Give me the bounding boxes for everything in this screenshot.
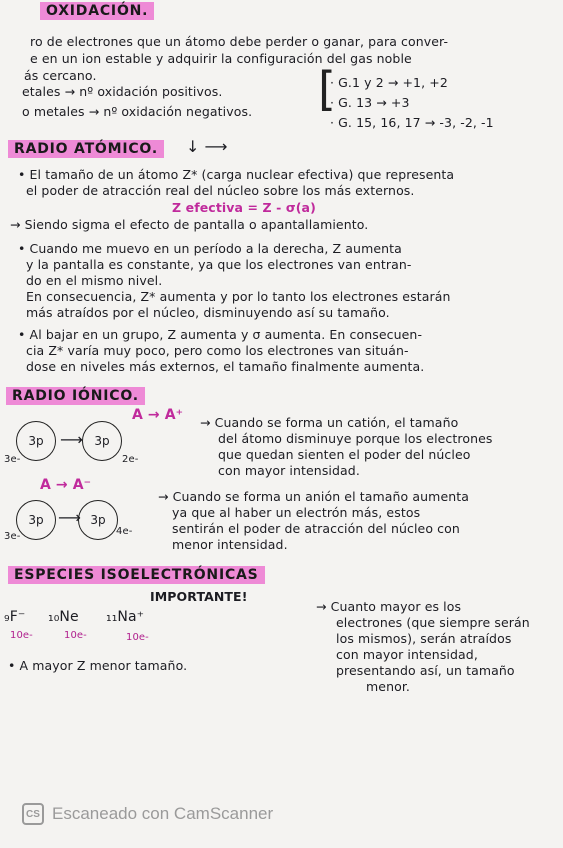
text-line: ás cercano.: [24, 68, 97, 83]
camscanner-logo-icon: CS: [22, 803, 44, 825]
text-line: los mismos), serán atraídos: [336, 631, 512, 646]
text-line: presentando así, un tamaño: [336, 663, 515, 678]
metales-line: etales → nº oxidación positivos.: [22, 84, 223, 99]
group-line: · G.1 y 2 → +1, +2: [330, 75, 448, 90]
text-line: ro de electrones que un átomo debe perder o ganar, para conver-: [30, 34, 449, 49]
watermark-text: Escaneado con CamScanner: [52, 804, 274, 823]
text-line: electrones (que siempre serán: [336, 615, 530, 630]
text-line: → Cuanto mayor es los: [316, 599, 462, 614]
species-sodium: ₁₁Na⁺: [106, 609, 145, 625]
rule-line: • A mayor Z menor tamaño.: [8, 658, 188, 673]
text-line: En consecuencia, Z* aumenta y por lo tanto los electrones estarán: [26, 289, 451, 304]
text-line: con mayor intensidad.: [218, 463, 360, 478]
group-line: · G. 15, 16, 17 → -3, -2, -1: [330, 115, 494, 130]
text-line: el poder de atracción real del núcleo sobre los más externos.: [26, 183, 415, 198]
heading-radio-atomico: RADIO ATÓMICO.: [8, 140, 164, 158]
electron-count: 10e-: [10, 630, 33, 641]
species-fluoride: ₉F⁻: [4, 609, 26, 625]
formula-zeff: Z efectiva = Z - σ(a): [172, 200, 316, 215]
ion-circle: 3p: [78, 500, 118, 540]
electron-count: 2e-: [122, 454, 139, 465]
text-line: dose en niveles más externos, el tamaño finalmente aumenta.: [26, 359, 425, 374]
atom-circle: 3p: [16, 421, 56, 461]
electron-count: 3e-: [4, 454, 21, 465]
electron-count: 3e-: [4, 531, 21, 542]
text-line: e en un ion estable y adquirir la configuración del gas noble: [30, 51, 412, 66]
text-line: cia Z* varía muy poco, pero como los electrones van situán-: [26, 343, 409, 358]
text-line: menor intensidad.: [172, 537, 288, 552]
group-line: · G. 13 → +3: [330, 95, 410, 110]
heading-radio-ionico: RADIO IÓNICO.: [6, 387, 145, 405]
text-line: del átomo disminuye porque los electrones: [218, 431, 493, 446]
arrow-right-icon: ↓ ⟶: [186, 137, 228, 156]
no-metales-line: o metales → nº oxidación negativos.: [22, 104, 253, 119]
text-line: con mayor intensidad,: [336, 647, 478, 662]
important-note: IMPORTANTE!: [150, 589, 248, 604]
arrow-right-icon: ⟶: [60, 430, 83, 449]
text-line: • Al bajar en un grupo, Z aumenta y σ aumenta. En consecuen-: [18, 327, 423, 342]
text-line: • El tamaño de un átomo Z* (carga nuclear efectiva) que representa: [18, 167, 455, 182]
electron-count: 10e-: [126, 632, 149, 643]
heading-oxidacion: OXIDACIÓN.: [40, 2, 154, 20]
text-line: do en el mismo nivel.: [26, 273, 163, 288]
electron-count: 10e-: [64, 630, 87, 641]
ion-circle: 3p: [82, 421, 122, 461]
species-neon: ₁₀Ne: [48, 609, 79, 625]
text-line: que quedan sienten el poder del núcleo: [218, 447, 471, 462]
text-line: → Cuando se forma un anión el tamaño aumenta: [158, 489, 470, 504]
text-line: • Cuando me muevo en un período a la derecha, Z aumenta: [18, 241, 402, 256]
text-line: → Cuando se forma un catión, el tamaño: [200, 415, 459, 430]
anion-label: A → A⁻: [40, 477, 92, 493]
arrow-right-icon: ⟶: [58, 508, 81, 527]
text-line: y la pantalla es constante, ya que los electrones van entran-: [26, 257, 412, 272]
cation-label: A → A⁺: [132, 407, 184, 423]
text-line: → Siendo sigma el efecto de pantalla o apantallamiento.: [10, 217, 369, 232]
camscanner-watermark: [22, 803, 273, 825]
text-line: ya que al haber un electrón más, estos: [172, 505, 421, 520]
heading-especies-isoelectronicas: ESPECIES ISOELECTRÓNICAS: [8, 566, 265, 584]
text-line: menor.: [366, 679, 411, 694]
brace-icon: [: [318, 62, 336, 116]
atom-circle: 3p: [16, 500, 56, 540]
text-line: sentirán el poder de atracción del núcleo con: [172, 521, 460, 536]
electron-count: 4e-: [116, 526, 133, 537]
text-line: más atraídos por el núcleo, disminuyendo así su tamaño.: [26, 305, 390, 320]
